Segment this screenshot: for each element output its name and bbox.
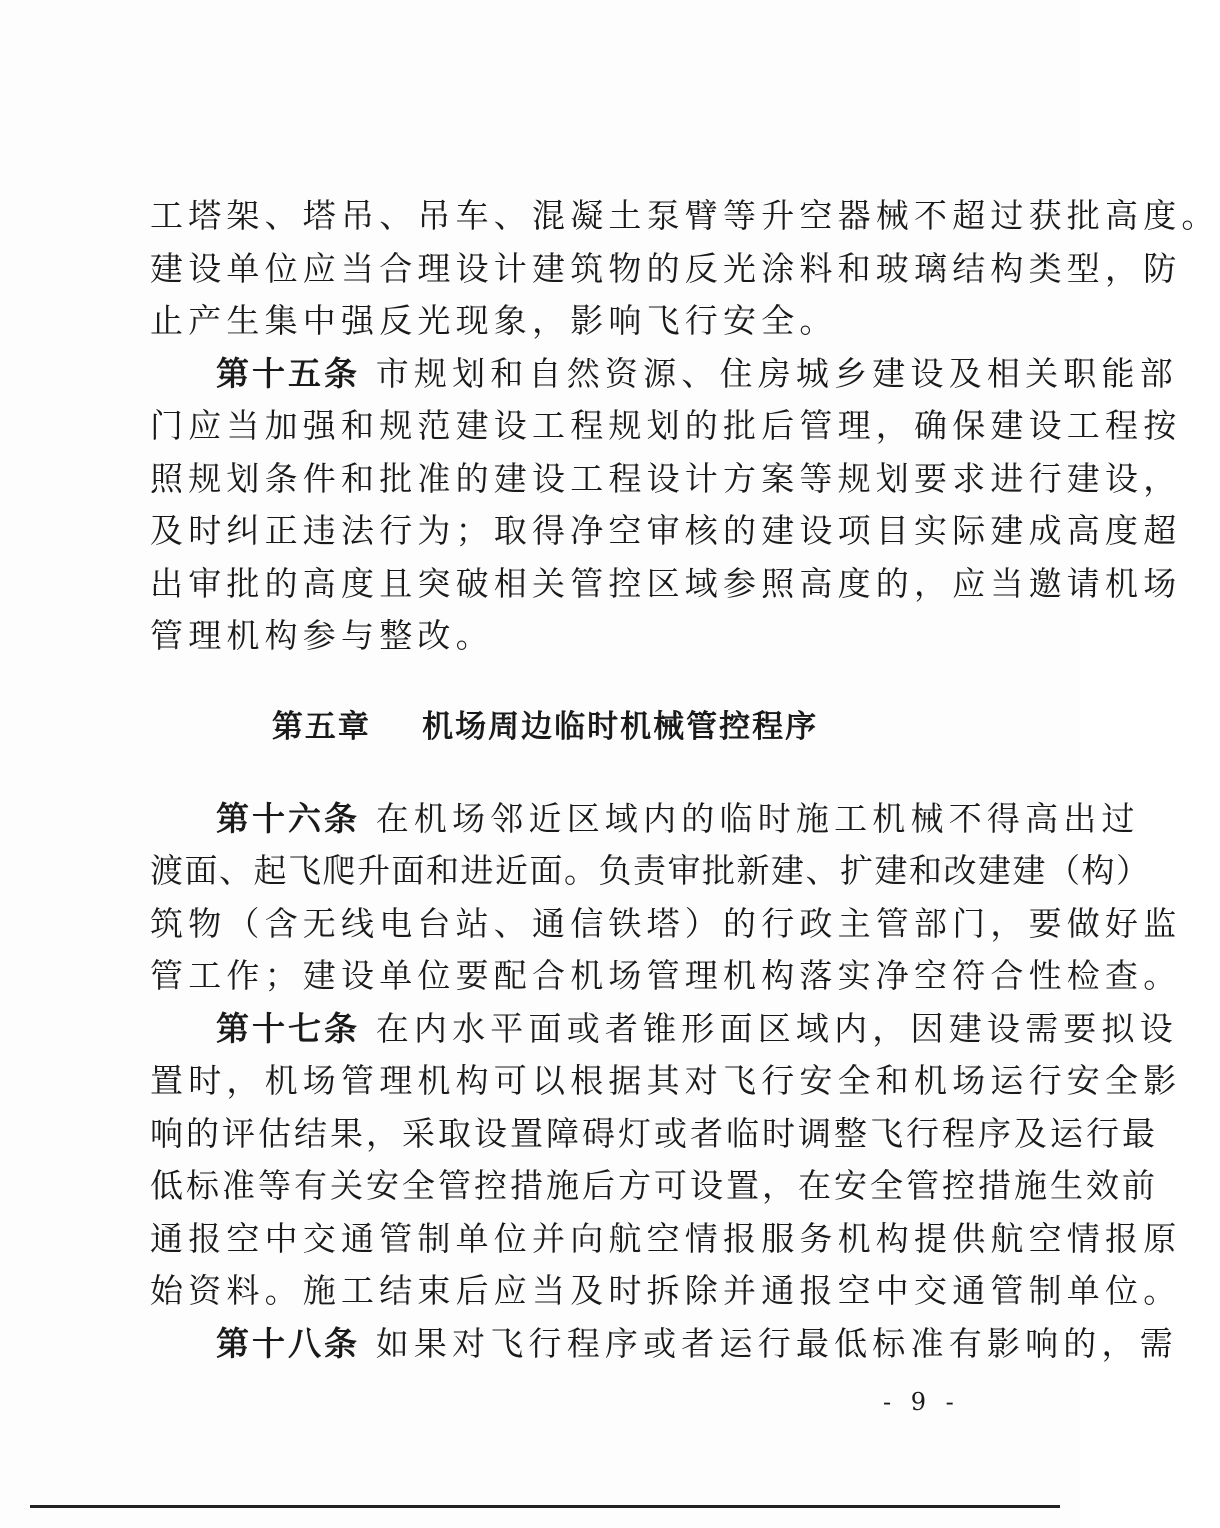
- text-line: 渡面、起飞爬升面和进近面。负责审批新建、扩建和改建建（构）: [150, 851, 1151, 890]
- article-text: 如果对飞行程序或者运行最低标准有影响的，需: [375, 1323, 1178, 1363]
- article-number: 第十六条: [216, 798, 360, 838]
- page-number: - 9 -: [883, 1388, 960, 1416]
- article-text: 在内水平面或者锥形面区域内，因建设需要拟设: [375, 1008, 1178, 1048]
- article-16-first-line: [150, 793, 1140, 846]
- chapter-title: 机场周边临时机械管控程序: [422, 708, 819, 745]
- article-17-first-line: [150, 1003, 1178, 1056]
- text-line: 管工作；建设单位要配合机场管理机构落实净空符合性检查。: [150, 956, 1182, 995]
- bottom-rule: [30, 1505, 1060, 1508]
- text-line: 工塔架、塔吊、吊车、混凝土泵臂等升空器械不超过获批高度。: [150, 196, 1220, 235]
- chapter-heading: [150, 701, 940, 753]
- text-line: 筑物（含无线电台站、通信铁塔）的行政主管部门，要做好监: [150, 903, 1182, 943]
- text-line: 置时，机场管理机构可以根据其对飞行安全和机场运行安全影: [150, 1061, 1182, 1100]
- article-number: 第十五条: [216, 353, 360, 393]
- article-number: 第十七条: [216, 1008, 360, 1048]
- article-text: 市规划和自然资源、住房城乡建设及相关职能部: [375, 353, 1178, 393]
- article-text: 在机场邻近区域内的临时施工机械不得高出过: [375, 798, 1140, 838]
- chapter-number: 第五章: [271, 708, 371, 745]
- text-line: 低标准等有关安全管控措施后方可设置，在安全管控措施生效前: [150, 1166, 1158, 1205]
- text-line: 及时纠正违法行为；取得净空审核的建设项目实际建成高度超: [150, 511, 1182, 550]
- text-line: 建设单位应当合理设计建筑物的反光涂料和玻璃结构类型，防: [150, 248, 1182, 288]
- text-line: 出审批的高度且突破相关管控区域参照高度的，应当邀请机场: [150, 563, 1182, 603]
- text-line: 通报空中交通管制单位并向航空情报服务机构提供航空情报原: [150, 1218, 1182, 1258]
- article-15-first-line: [150, 348, 1178, 401]
- text-line: 始资料。施工结束后应当及时拆除并通报空中交通管制单位。: [150, 1271, 1182, 1310]
- text-line: 管理机构参与整改。: [150, 616, 494, 655]
- text-line: 照规划条件和批准的建设工程设计方案等规划要求进行建设，: [150, 458, 1182, 498]
- text-line: 响的评估结果，采取设置障碍灯或者临时调整飞行程序及运行最: [150, 1113, 1158, 1153]
- page-body: [150, 190, 1220, 1370]
- text-line: 门应当加强和规范建设工程规划的批后管理，确保建设工程按: [150, 406, 1182, 445]
- article-number: 第十八条: [216, 1323, 360, 1363]
- text-line: 止产生集中强反光现象，影响飞行安全。: [150, 301, 838, 340]
- article-18-first-line: [150, 1318, 1178, 1371]
